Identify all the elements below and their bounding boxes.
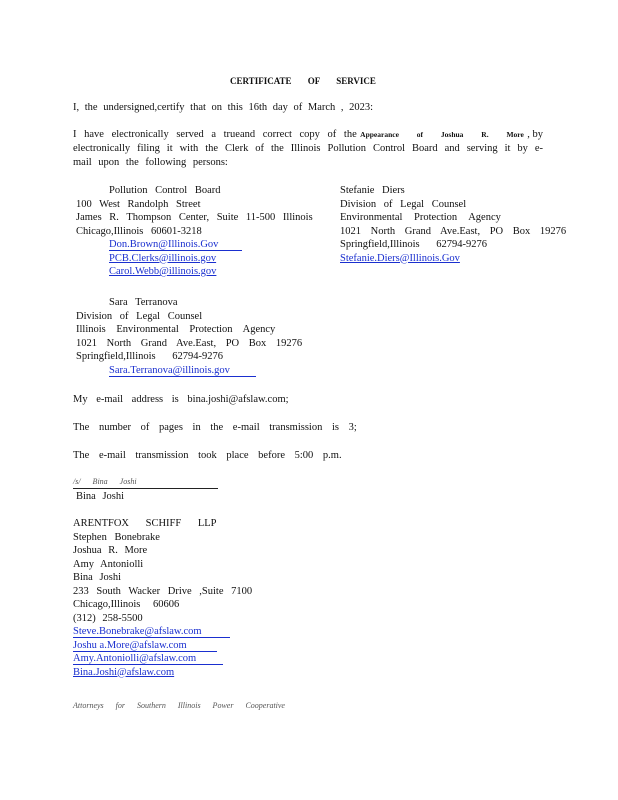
document-name: Appearance of Joshua R. More: [360, 130, 524, 139]
service-para-line2: electronically filing it with the Clerk of the Illinois Pollution Control Board and serving it by e-: [73, 143, 543, 154]
email-link[interactable]: Amy.Antoniolli@afslaw.com: [73, 653, 223, 665]
statement-page-count: The number of pages in the e-mail transmission is 3;: [73, 422, 357, 433]
recipient-line: Pollution Control Board: [109, 185, 221, 196]
recipient-line: Springfield,Illinois 62794-9276: [76, 351, 223, 362]
recipient-line: Division of Legal Counsel: [76, 310, 203, 322]
email-link[interactable]: Don.Brown@Illinois.Gov: [109, 239, 242, 251]
email-link[interactable]: Carol.Webb@illinois.gov: [109, 266, 217, 277]
recipient-stefanie-diers: [340, 184, 566, 265]
email-link[interactable]: Joshu a.More@afslaw.com: [73, 640, 217, 652]
recipient-sara-terranova: [76, 296, 302, 377]
firm-line: Amy Antoniolli: [73, 558, 144, 570]
recipient-line: Illinois Environmental Protection Agency: [76, 324, 276, 335]
service-para-line1: [73, 128, 543, 141]
recipient-line: 100 West Randolph Street: [76, 198, 201, 210]
firm-line: 233 South Wacker Drive ,Suite 7100: [73, 585, 253, 597]
recipient-line: Division of Legal Counsel: [340, 198, 467, 210]
firm-name: ARENTFOX SCHIFF LLP: [73, 518, 217, 529]
statement-transmission-time: The e-mail transmission took place before 5:00 p.m.: [73, 450, 342, 461]
service-para-line3: mail upon the following persons:: [73, 157, 228, 168]
electronic-signature: /s/ Bina Joshi: [73, 477, 137, 486]
email-link[interactable]: Bina.Joshi@afslaw.com: [73, 666, 175, 678]
intro-line: I, the undersigned,certify that on this 16th day of March , 2023:: [73, 102, 374, 113]
firm-phone: (312) 258-5500: [73, 612, 143, 624]
email-link[interactable]: Stefanie.Diers@Illinois.Gov: [340, 252, 460, 264]
recipient-line: 1021 North Grand Ave.East, PO Box 19276: [340, 225, 567, 237]
firm-line: Joshua R. More: [73, 545, 148, 556]
recipient-line: 1021 North Grand Ave.East, PO Box 19276: [76, 337, 303, 349]
signer-name: Bina Joshi: [76, 491, 125, 502]
service-para-suffix: , by: [527, 129, 543, 140]
signature-line: [73, 488, 218, 489]
email-link[interactable]: Steve.Bonebrake@afslaw.com: [73, 626, 230, 638]
recipient-line: Chicago,Illinois 60601-3218: [76, 225, 202, 237]
email-link[interactable]: PCB.Clerks@illinois.gov: [109, 252, 217, 264]
firm-block: [73, 517, 252, 679]
recipient-line: Stefanie Diers: [340, 185, 405, 196]
recipient-line: James R. Thompson Center, Suite 11-500 Illinois: [76, 212, 313, 223]
certificate-title: CERTIFICATE OF SERVICE: [230, 76, 376, 86]
recipient-line: Environmental Protection Agency: [340, 212, 501, 223]
recipient-pollution-control-board: [76, 184, 313, 279]
email-link[interactable]: Sara.Terranova@illinois.gov: [109, 365, 256, 377]
recipient-line: Springfield,Illinois 62794-9276: [340, 239, 487, 250]
statement-email-address: My e-mail address is bina.joshi@afslaw.com;: [73, 394, 289, 405]
firm-line: Bina Joshi: [73, 572, 122, 583]
attorneys-footer: Attorneys for Southern Illinois Power Cooperative: [73, 701, 285, 710]
firm-line: Stephen Bonebrake: [73, 531, 160, 543]
recipient-line: Sara Terranova: [109, 297, 178, 308]
service-para-text: I have electronically served a trueand correct copy of the: [73, 129, 357, 140]
firm-line: Chicago,Illinois 60606: [73, 599, 180, 610]
